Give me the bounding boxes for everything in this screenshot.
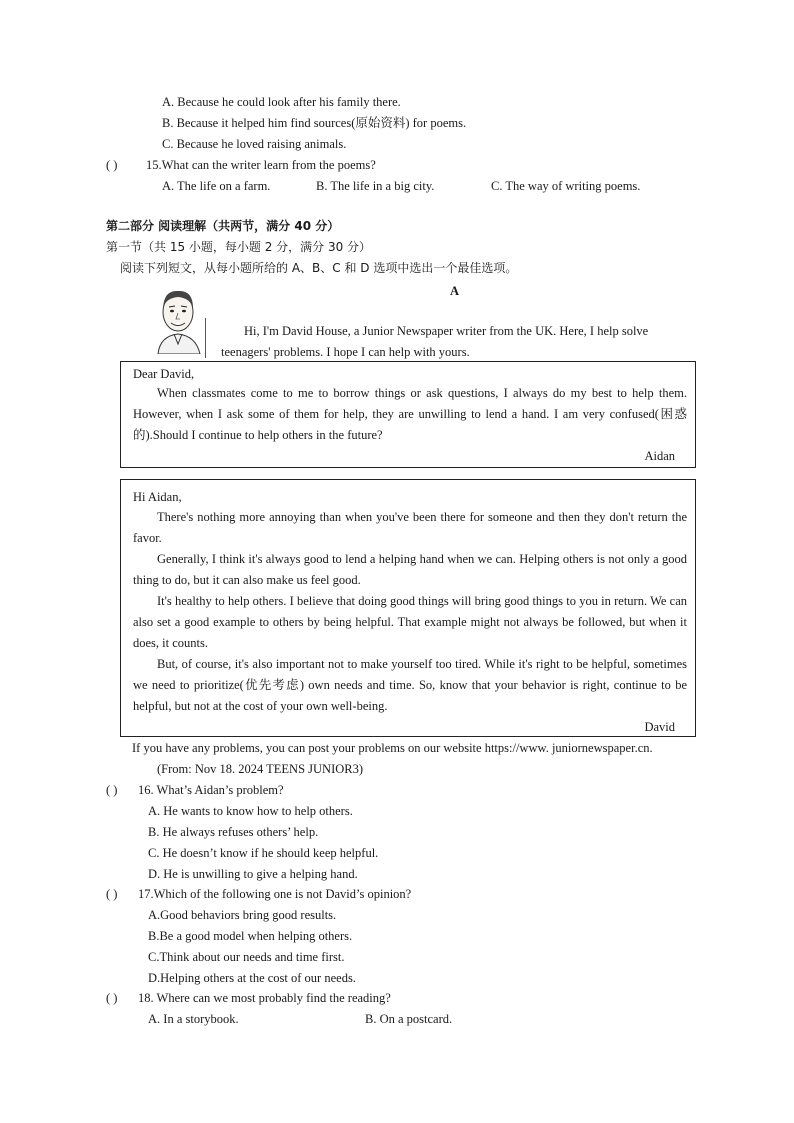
- letter-david-paragraph-1-text: There's nothing more annoying than when you've been there for someone and then they don't return the favor.: [133, 510, 687, 545]
- letter-david-paragraph-1: [133, 507, 687, 549]
- section-instruction: 阅读下列短文，从每小题所给的 A、B、C 和 D 选项中选出一个最佳选项。: [120, 261, 518, 275]
- letter-david-paragraph-2: [133, 549, 687, 591]
- q18-option-a: A. In a storybook.: [148, 1012, 239, 1026]
- q14-option-c: C. Because he loved raising animals.: [162, 137, 347, 151]
- section-subtitle: 第一节（共 15 小题，每小题 2 分，满分 30 分）: [106, 240, 372, 254]
- intro-line-2: teenagers' problems. I hope I can help with yours.: [221, 345, 470, 359]
- q15-stem: 15.What can the writer learn from the poems?: [146, 158, 376, 172]
- q15-option-b: B. The life in a big city.: [316, 179, 435, 193]
- letter-david-paragraph-3-text: It's healthy to help others. I believe that doing good things will bring good things to you in return. We can also set a good example to others by being helpful. That example might not always be followed, but when it does, it counts.: [133, 594, 687, 650]
- q17-option-a: A.Good behaviors bring good results.: [148, 908, 337, 922]
- q16-option-d: D. He is unwilling to give a helping hand.: [148, 867, 358, 881]
- q18-answer-blank[interactable]: ( ): [106, 991, 118, 1005]
- q17-option-b: B.Be a good model when helping others.: [148, 929, 353, 943]
- passage-label: A: [450, 284, 460, 298]
- q14-option-b: B. Because it helped him find sources(原始资料) for poems.: [162, 116, 467, 130]
- source-note: (From: Nov 18. 2024 TEENS JUNIOR3): [157, 762, 364, 776]
- q15-answer-blank[interactable]: ( ): [106, 158, 118, 172]
- q15-option-c: C. The way of writing poems.: [491, 179, 641, 193]
- q16-option-c: C. He doesn’t know if he should keep helpful.: [148, 846, 379, 860]
- website-note: If you have any problems, you can post your problems on our website https://www. juniornewspaper.cn.: [132, 741, 653, 755]
- letter-david-greeting: Hi Aidan,: [133, 490, 182, 504]
- letter-david-paragraph-4: [133, 654, 687, 717]
- q16-option-a: A. He wants to know how to help others.: [148, 804, 353, 818]
- letter-david-paragraph-3: [133, 591, 687, 654]
- letter-david-box: [120, 479, 696, 737]
- q17-answer-blank[interactable]: ( ): [106, 887, 118, 901]
- intro-divider: [205, 318, 206, 358]
- letter-aidan-greeting: Dear David,: [133, 367, 195, 381]
- intro-line-1: Hi, I'm David House, a Junior Newspaper writer from the UK. Here, I help solve: [244, 324, 649, 338]
- letter-david-paragraph-2-text: Generally, I think it's always good to lend a helping hand when we can. Helping others is not only a good thing to do, but it can also make us feel good.: [133, 552, 687, 587]
- letter-aidan-body: [133, 383, 687, 446]
- q17-option-d: D.Helping others at the cost of our needs.: [148, 971, 356, 985]
- letter-aidan-signature: Aidan: [644, 449, 675, 463]
- letter-aidan-box: [120, 361, 696, 468]
- q16-stem: 16. What’s Aidan’s problem?: [138, 783, 284, 797]
- q16-option-b: B. He always refuses others’ help.: [148, 825, 319, 839]
- letter-david-signature: David: [644, 720, 675, 734]
- q18-option-b: B. On a postcard.: [365, 1012, 453, 1026]
- letter-aidan-body-text: When classmates come to me to borrow things or ask questions, I always do my best to help them. However, when I ask some of them for help, they are unwilling to lend a hand. I am very confused(困惑的).Should I continue to help others in the future?: [133, 386, 687, 442]
- q15-option-a: A. The life on a farm.: [162, 179, 271, 193]
- q14-option-a: A. Because he could look after his family there.: [162, 95, 401, 109]
- q18-stem: 18. Where can we most probably find the reading?: [138, 991, 391, 1005]
- david-portrait-icon: [152, 284, 204, 354]
- q17-stem: 17.Which of the following one is not David’s opinion?: [138, 887, 412, 901]
- q17-option-c: C.Think about our needs and time first.: [148, 950, 345, 964]
- letter-david-paragraph-4-text: But, of course, it's also important not to make yourself too tired. While it's right to be helpful, sometimes we need to prioritize(优先考虑) own needs and time. So, know that your behavior is right, continue to be helpful, but not at the cost of your own well-being.: [133, 657, 687, 713]
- q16-answer-blank[interactable]: ( ): [106, 783, 118, 797]
- part-title: 第二部分 阅读理解（共两节，满分 40 分）: [106, 219, 340, 233]
